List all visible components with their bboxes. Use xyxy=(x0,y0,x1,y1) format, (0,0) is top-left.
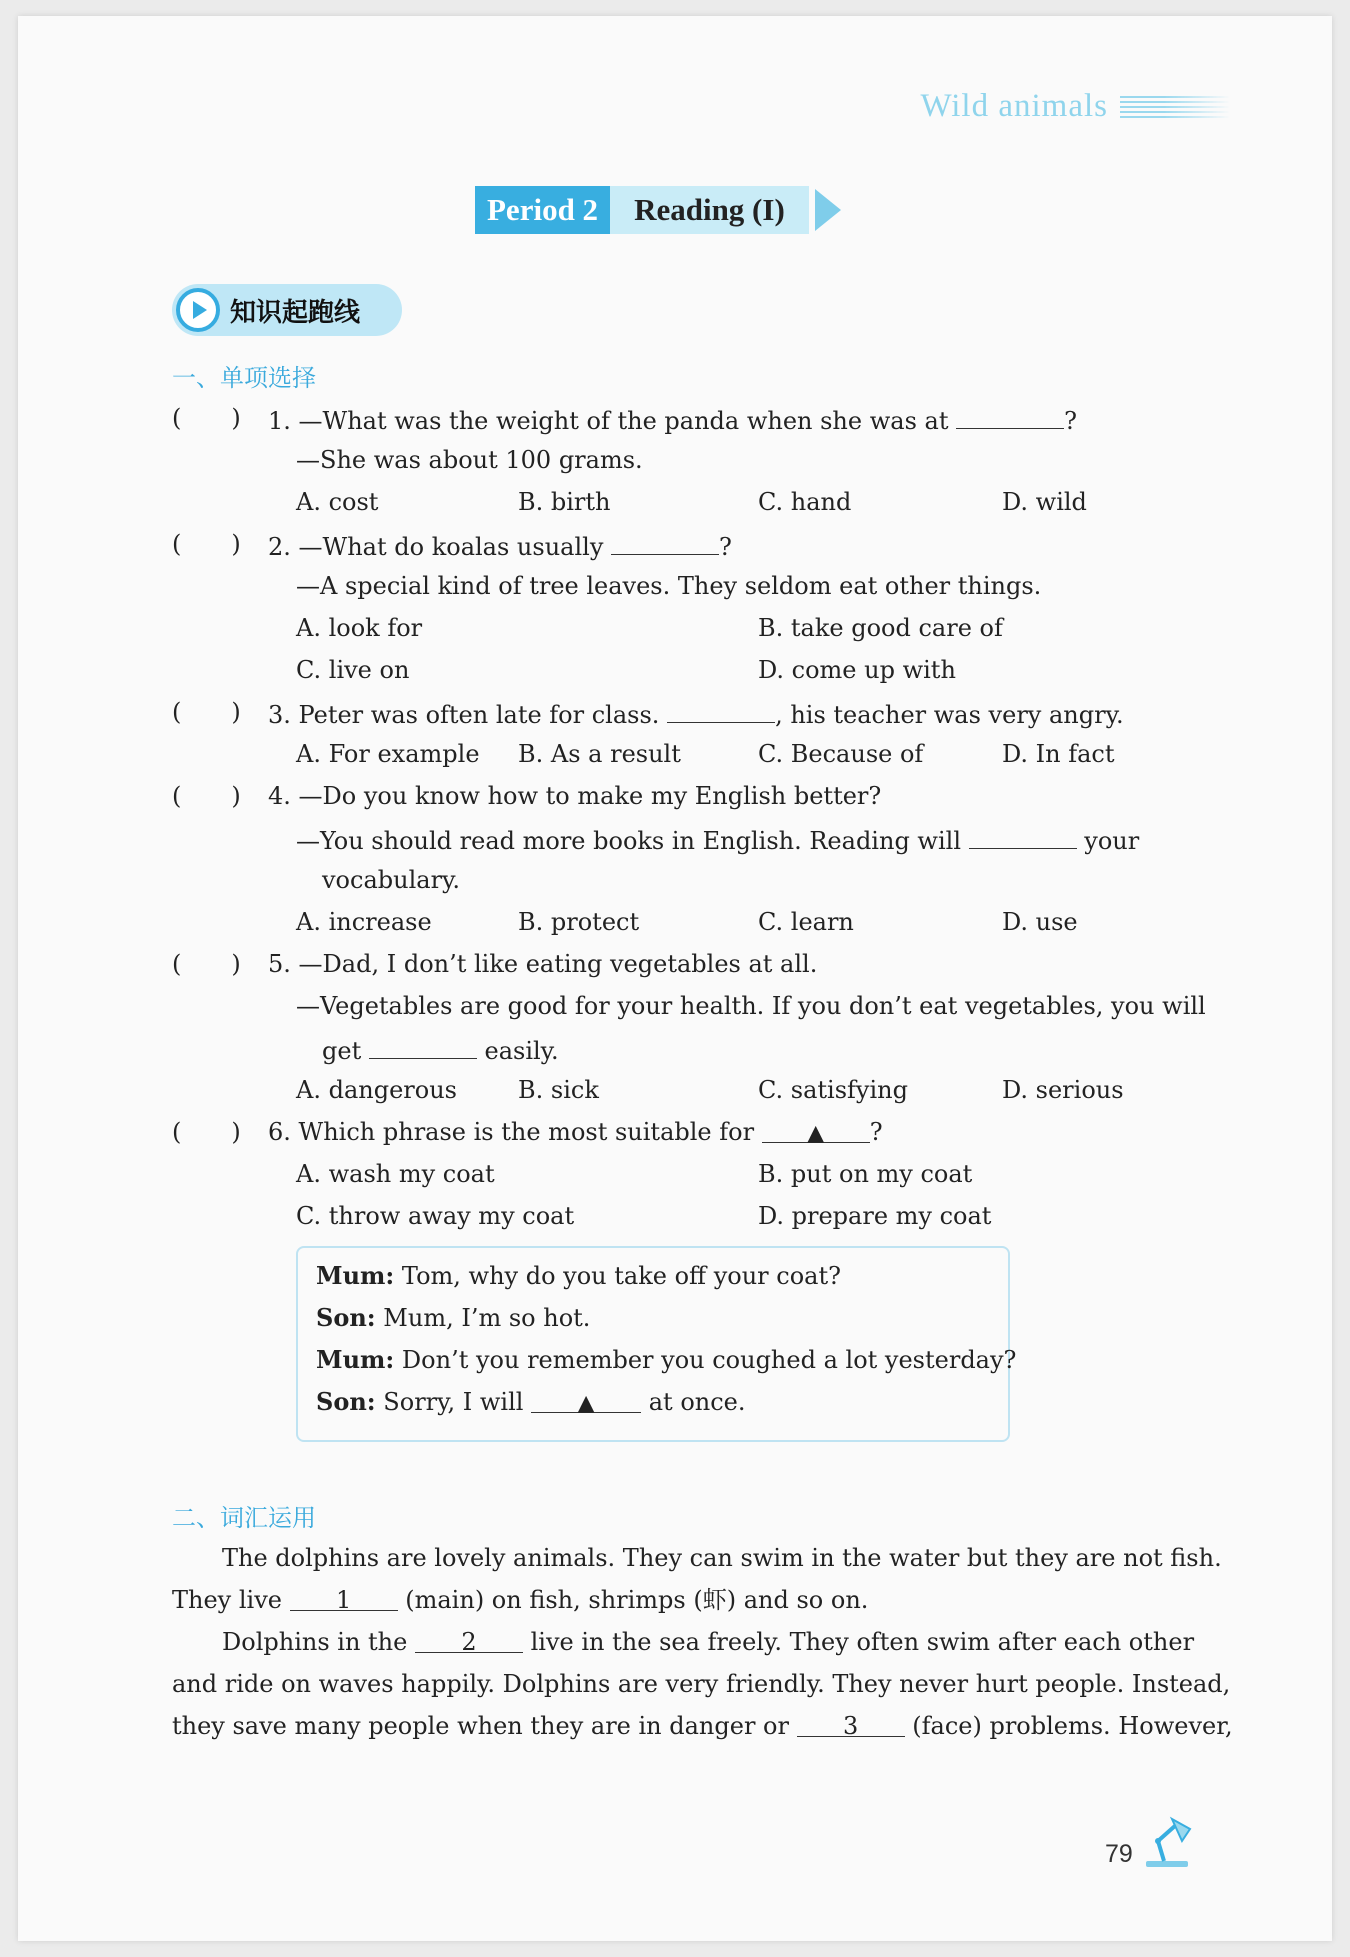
answer-blank-3[interactable]: 3 xyxy=(797,1710,905,1737)
page-number: 79 xyxy=(1105,1840,1133,1868)
section-badge xyxy=(172,284,402,336)
arrow-right-icon xyxy=(815,189,841,231)
passage-line: and ride on waves happily. Dolphins are very friendly. They never hurt people. Instead, xyxy=(172,1670,1231,1698)
q2-stem: 2. —What do koalas usually ? xyxy=(268,528,732,563)
q5-option-a[interactable]: A. dangerous xyxy=(296,1076,457,1104)
passage-line: they save many people when they are in danger or 3 (face) problems. However, xyxy=(172,1712,1233,1740)
q5-stem: 5. —Dad, I don’t like eating vegetables at all. xyxy=(268,950,818,978)
answer-blank[interactable] xyxy=(667,696,775,723)
answer-blank[interactable] xyxy=(611,528,719,555)
passage-line: They live 1 (main) on fish, shrimps (虾) and so on. xyxy=(172,1586,869,1614)
q6-option-c[interactable]: C. throw away my coat xyxy=(296,1202,575,1230)
answer-paren[interactable]: ( ) xyxy=(172,782,241,810)
q1-option-b[interactable]: B. birth xyxy=(518,488,611,516)
passage-line: The dolphins are lovely animals. They can swim in the water but they are not fish. xyxy=(222,1544,1222,1572)
dialogue-line: Son: Mum, I’m so hot. xyxy=(316,1303,591,1332)
q3-option-a[interactable]: A. For example xyxy=(296,740,480,768)
q4-option-c[interactable]: C. learn xyxy=(758,908,854,936)
answer-blank[interactable] xyxy=(369,1032,477,1059)
q4-option-a[interactable]: A. increase xyxy=(296,908,432,936)
q3-option-b[interactable]: B. As a result xyxy=(518,740,681,768)
answer-paren[interactable]: ( ) xyxy=(172,698,241,726)
q2-answer-line: —A special kind of tree leaves. They seldom eat other things. xyxy=(296,572,1042,600)
answer-blank[interactable] xyxy=(969,822,1077,849)
q6-option-d[interactable]: D. prepare my coat xyxy=(758,1202,992,1230)
answer-blank[interactable] xyxy=(531,1386,641,1416)
period-label: Period 2 xyxy=(475,186,610,234)
play-icon xyxy=(176,288,220,332)
answer-paren[interactable]: ( ) xyxy=(172,404,241,432)
q6-option-b[interactable]: B. put on my coat xyxy=(758,1160,973,1188)
q6-stem: 6. Which phrase is the most suitable for ▲ ? xyxy=(268,1118,883,1146)
running-head xyxy=(920,88,1230,125)
q1-answer-line: —She was about 100 grams. xyxy=(296,446,643,474)
section-badge-text: 知识起跑线 xyxy=(230,297,361,328)
q2-option-c[interactable]: C. live on xyxy=(296,656,410,684)
q1-option-a[interactable]: A. cost xyxy=(296,488,379,516)
q4-option-d[interactable]: D. use xyxy=(1002,908,1078,936)
answer-blank[interactable] xyxy=(956,402,1064,429)
desk-lamp-icon xyxy=(1140,1815,1200,1871)
part2-title: 二、词汇运用 xyxy=(172,1504,316,1532)
q3-option-d[interactable]: D. In fact xyxy=(1002,740,1115,768)
q2-option-d[interactable]: D. come up with xyxy=(758,656,956,684)
q2-option-b[interactable]: B. take good care of xyxy=(758,614,1003,642)
triangle-icon: ▲ xyxy=(807,1121,825,1146)
q1-option-d[interactable]: D. wild xyxy=(1002,488,1087,516)
q2-option-a[interactable]: A. look for xyxy=(296,614,423,642)
triangle-icon: ▲ xyxy=(577,1391,595,1416)
part1-title: 一、单项选择 xyxy=(172,364,316,392)
running-head-text: Wild animals xyxy=(920,88,1108,124)
q6-option-a[interactable]: A. wash my coat xyxy=(296,1160,495,1188)
dialogue-line: Mum: Tom, why do you take off your coat? xyxy=(316,1261,841,1290)
answer-paren[interactable]: ( ) xyxy=(172,950,241,978)
q5-option-d[interactable]: D. serious xyxy=(1002,1076,1124,1104)
q5-answer-cont: get easily. xyxy=(322,1032,559,1067)
period-title: Reading (I) xyxy=(610,186,809,234)
answer-blank[interactable] xyxy=(762,1116,870,1146)
q5-option-c[interactable]: C. satisfying xyxy=(758,1076,908,1104)
q1-stem: 1. —What was the weight of the panda when she was at ? xyxy=(268,402,1077,437)
q3-stem: 3. Peter was often late for class. , his teacher was very angry. xyxy=(268,696,1124,731)
q1-option-c[interactable]: C. hand xyxy=(758,488,852,516)
passage-line: Dolphins in the 2 live in the sea freely. They often swim after each other xyxy=(222,1628,1195,1656)
q4-answer-line: —You should read more books in English. Reading will your xyxy=(296,822,1139,857)
answer-paren[interactable]: ( ) xyxy=(172,1118,241,1146)
q3-option-c[interactable]: C. Because of xyxy=(758,740,924,768)
stripe-decoration xyxy=(1120,96,1230,118)
period-banner xyxy=(475,186,841,234)
dialogue-line: Son: Sorry, I will ▲ at once. xyxy=(316,1387,746,1416)
q4-stem: 4. —Do you know how to make my English better? xyxy=(268,782,882,810)
answer-blank-2[interactable]: 2 xyxy=(415,1626,523,1653)
q4-answer-cont: vocabulary. xyxy=(322,866,461,894)
q5-answer-line: —Vegetables are good for your health. If you don’t eat vegetables, you will xyxy=(296,992,1206,1020)
q4-option-b[interactable]: B. protect xyxy=(518,908,640,936)
dialogue-line: Mum: Don’t you remember you coughed a lot yesterday? xyxy=(316,1345,1017,1374)
answer-paren[interactable]: ( ) xyxy=(172,530,241,558)
q5-option-b[interactable]: B. sick xyxy=(518,1076,599,1104)
answer-blank-1[interactable]: 1 xyxy=(290,1584,398,1611)
